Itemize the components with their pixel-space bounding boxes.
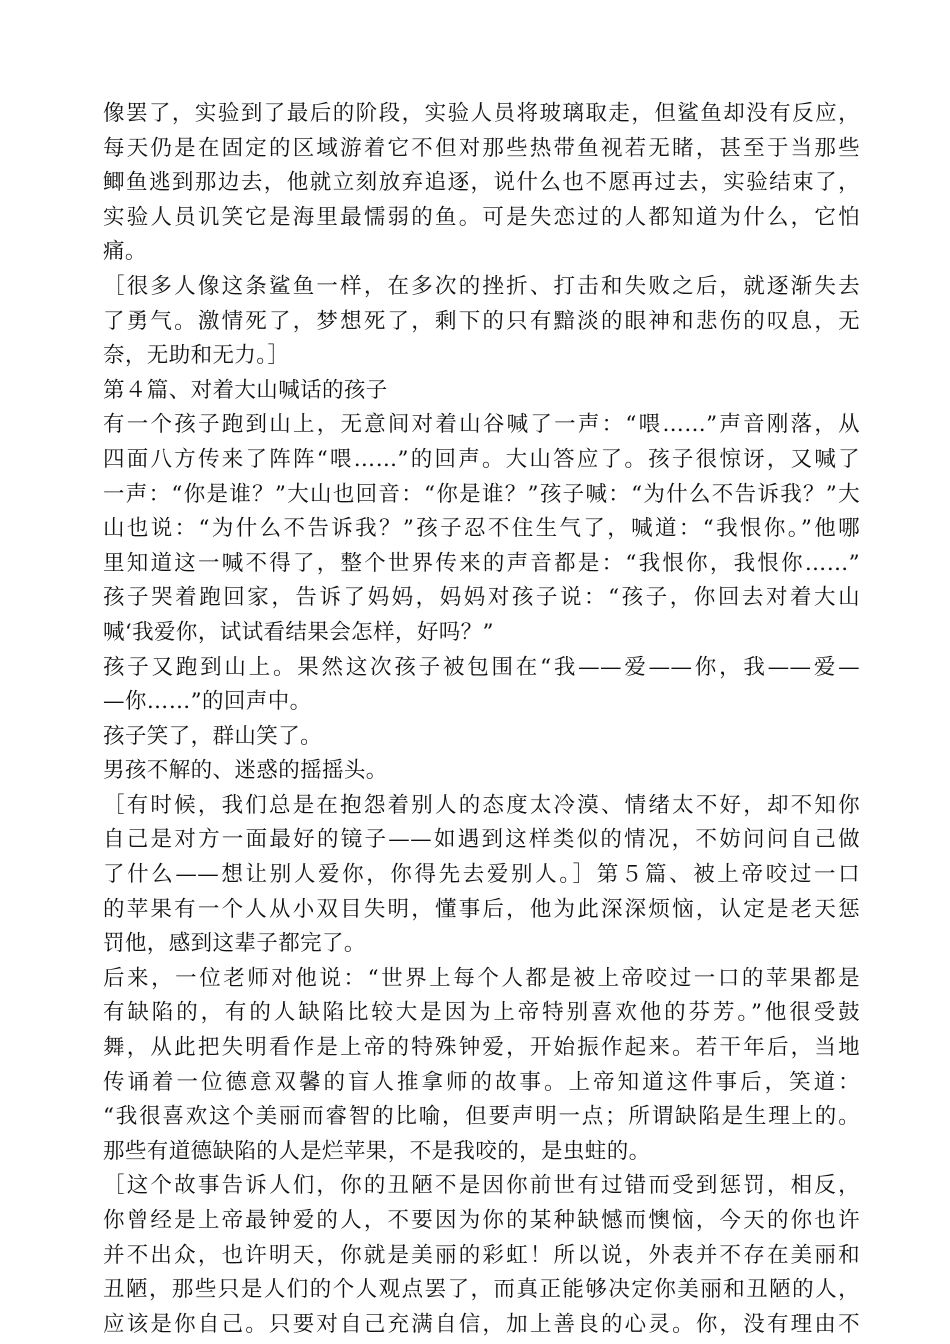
commentary-line: 了什么——想让别人爱你，你得先去爱别人。］第５篇、被上帝咬过一口 bbox=[103, 862, 860, 888]
text-line: 孩子笑了，群山笑了。 bbox=[103, 723, 323, 749]
commentary-line: 并不出众，也许明天，你就是美丽的彩虹！所以说，外表并不存在美丽和 bbox=[103, 1242, 860, 1268]
text-line: 每天仍是在固定的区域游着它不但对那些热带鱼视若无睹，甚至于当那些 bbox=[103, 135, 860, 161]
commentary-line: 丑陋，那些只是人们的个人观点罢了，而真正能够决定你美丽和丑陋的人， bbox=[103, 1277, 860, 1303]
text-line: 实验人员讥笑它是海里最懦弱的鱼。可是失恋过的人都知道为什么，它怕 bbox=[103, 204, 860, 230]
text-line: 男孩不解的、迷惑的摇摇头。 bbox=[103, 758, 388, 784]
commentary-line: ［有时候，我们总是在抱怨着别人的态度太冷漠、情绪太不好，却不知你 bbox=[103, 792, 860, 818]
text-line: 罚他，感到这辈子都完了。 bbox=[103, 931, 366, 957]
commentary-line: 应该是你自己。只要对自己充满自信，加上善良的心灵。你，没有理由不 bbox=[103, 1311, 860, 1337]
document-page bbox=[103, 97, 860, 1342]
text-line: 舞，从此把失明看作是上帝的特殊钟爱，开始振作起来。若干年后，当地 bbox=[103, 1035, 860, 1061]
text-line: 孩子又跑到山上。果然这次孩子被包围在“我——爱——你，我——爱— bbox=[103, 654, 860, 680]
commentary-line: 奈，无助和无力。］ bbox=[103, 343, 290, 369]
text-line: 里知道这一喊不得了，整个世界传来的声音都是：“我恨你，我恨你……” bbox=[103, 550, 860, 576]
text-line: “我很喜欢这个美丽而睿智的比喻，但要声明一点；所谓缺陷是生理上的。 bbox=[103, 1104, 860, 1130]
text-line: 后来，一位老师对他说：“世界上每个人都是被上帝咬过一口的苹果都是 bbox=[103, 965, 860, 991]
text-line: 鲫鱼逃到那边去，他就立刻放弃追逐，说什么也不愿再过去，实验结束了， bbox=[103, 170, 860, 196]
text-line: 像罢了，实验到了最后的阶段，实验人员将玻璃取走，但鲨鱼却没有反应， bbox=[103, 101, 860, 126]
text-line: 孩子哭着跑回家，告诉了妈妈，妈妈对孩子说：“孩子，你回去对着大山 bbox=[103, 585, 860, 611]
commentary-line: 自己是对方一面最好的镜子——如遇到这样类似的情况，不妨问问自己做 bbox=[103, 827, 860, 853]
section-heading: 第４篇、对着大山喊话的孩子 bbox=[103, 377, 388, 403]
text-line: 四面八方传来了阵阵“喂……”的回声。大山答应了。孩子很惊讶，又喊了 bbox=[103, 446, 860, 472]
commentary-line: ［这个故事告诉人们，你的丑陋不是因你前世有过错而受到惩罚，相反， bbox=[103, 1173, 860, 1199]
text-line: 喊‘我爱你，试试看结果会怎样，好吗？” bbox=[103, 619, 494, 645]
commentary-line: 你曾经是上帝最钟爱的人，不要因为你的某种缺憾而懊恼，今天的你也许 bbox=[103, 1208, 860, 1233]
text-line: 有一个孩子跑到山上，无意间对着山谷喊了一声：“喂……”声音刚落，从 bbox=[103, 412, 860, 438]
commentary-line: ［很多人像这条鲨鱼一样，在多次的挫折、打击和失败之后，就逐渐失去 bbox=[103, 273, 860, 299]
text-line: 一声：“你是谁？”大山也回音：“你是谁？”孩子喊：“为什么不告诉我？”大 bbox=[103, 481, 860, 507]
text-line: 传诵着一位德意双馨的盲人推拿师的故事。上帝知道这件事后，笑道： bbox=[103, 1069, 860, 1095]
commentary-line: 了勇气。激情死了，梦想死了，剩下的只有黯淡的眼神和悲伤的叹息，无 bbox=[103, 308, 860, 334]
text-line: 痛。 bbox=[103, 239, 147, 265]
text-line: 的苹果有一个人从小双目失明，懂事后，他为此深深烦恼，认定是老天惩 bbox=[103, 896, 860, 922]
text-line: 那些有道德缺陷的人是烂苹果，不是我咬的，是虫蛀的。 bbox=[103, 1138, 651, 1164]
text-line: —你……”的回声中。 bbox=[103, 689, 312, 715]
text-line: 有缺陷的，有的人缺陷比较大是因为上帝特别喜欢他的芬芳。”他很受鼓 bbox=[103, 1000, 860, 1026]
text-line: 山也说：“为什么不告诉我？”孩子忍不住生气了，喊道：“我恨你。”他哪 bbox=[103, 516, 860, 542]
